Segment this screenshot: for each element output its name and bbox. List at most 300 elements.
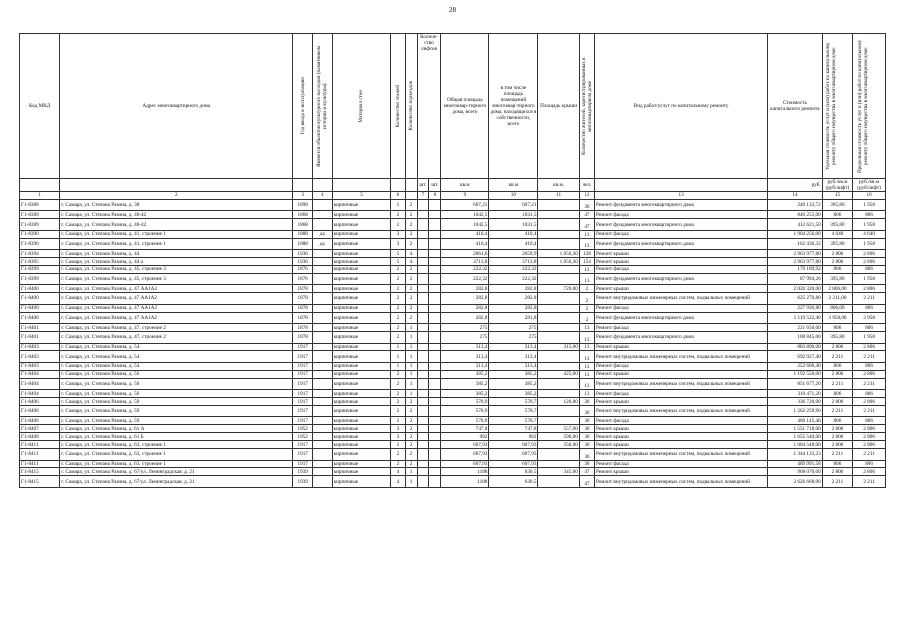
row-unit-cost: 395,80 <box>822 273 853 285</box>
row-entrances: 2 <box>405 285 417 293</box>
row-cost: 336 720,00 <box>768 398 822 406</box>
row-cost: 460 145,40 <box>768 417 822 425</box>
row-floors: 2 <box>391 265 405 273</box>
row-floors: 2 <box>391 293 405 305</box>
row-residents: 36 <box>579 460 594 468</box>
table-row <box>20 390 886 398</box>
row-cost: 692 927,40 <box>768 351 822 363</box>
row-heritage <box>312 378 332 390</box>
row-roof-area <box>538 219 579 231</box>
row-address: г. Самара, ул. Степана Разина, д. 47, строение 2 <box>60 332 293 344</box>
table-row <box>20 324 886 332</box>
row-residents: 13 <box>579 362 594 370</box>
row-cost: 310 471,20 <box>768 390 822 398</box>
row-total-area: 282,8 <box>441 312 489 324</box>
row-code: Г1-8404 <box>20 378 60 390</box>
row-work-type: Ремонт фасада <box>595 417 768 425</box>
capital-repair-table <box>19 33 886 488</box>
row-cost: 2 626 668,00 <box>768 476 822 488</box>
row-wall-material: кирпичные <box>332 398 391 406</box>
row-lifts-pass <box>417 265 429 273</box>
table-row <box>20 362 886 370</box>
row-owned-area: 313,4 <box>489 351 538 363</box>
row-lifts-pass <box>417 476 429 488</box>
row-total-area: 313,4 <box>441 343 489 351</box>
row-total-area: 385,2 <box>441 390 489 398</box>
row-max-cost: 806 <box>853 390 886 398</box>
row-max-cost: 2 211 <box>853 405 886 417</box>
row-residents: 36 <box>579 398 594 406</box>
row-year: 1917 <box>293 343 313 351</box>
row-entrances: 1 <box>405 468 417 476</box>
row-heritage <box>312 425 332 433</box>
table-row <box>20 304 886 312</box>
row-residents: 36 <box>579 405 594 417</box>
row-total-area: 313,4 <box>441 351 489 363</box>
row-max-cost: 806 <box>853 362 886 370</box>
row-cost: 1 904 256,00 <box>768 230 822 238</box>
row-roof-area: 1 056,30 <box>538 258 579 266</box>
row-work-type: Ремонт фасада <box>595 460 768 468</box>
row-total-area: 410,4 <box>441 230 489 238</box>
row-unit-cost: 2 806 <box>822 370 853 378</box>
row-cost: 1 551 718,00 <box>768 425 822 433</box>
row-address: г. Самара, ул. Степана Разина, д. 40-42 <box>60 211 293 219</box>
row-floors: 5 <box>391 250 405 258</box>
row-code: Г1-8411 <box>20 441 60 449</box>
row-address: г. Самара, ул. Степана Разина, д. 47 АА1А2 <box>60 304 293 312</box>
column-number: 4 <box>312 192 332 200</box>
row-floors: 2 <box>391 273 405 285</box>
row-floors: 2 <box>391 460 405 468</box>
row-work-type: Ремонт фундамента многоквартирного дома <box>595 332 768 344</box>
row-year: 1876 <box>293 273 313 285</box>
table-row <box>20 449 886 461</box>
table-row <box>20 468 886 476</box>
row-roof-area: 590,00 <box>538 433 579 441</box>
row-total-area: 3713,8 <box>441 258 489 266</box>
row-work-type: Ремонт фундамента многоквартирного дома <box>595 238 768 250</box>
table-row <box>20 405 886 417</box>
row-work-type: Ремонт фундамента многоквартирного дома <box>595 312 768 324</box>
row-lifts-cargo <box>429 417 441 425</box>
row-code: Г1-8406 <box>20 417 60 425</box>
row-address: г. Самара, ул. Степана Разина, д. 59 <box>60 417 293 425</box>
row-owned-area: 982 <box>489 433 538 441</box>
row-total-area: 282,8 <box>441 304 489 312</box>
row-roof-area: 425,00 <box>538 370 579 378</box>
row-address: г. Самара, ул. Степана Разина, д. 40-42 <box>60 219 293 231</box>
row-total-area: 747,8 <box>441 425 489 433</box>
row-roof-area <box>538 460 579 468</box>
row-roof-area <box>538 273 579 285</box>
row-total-area: 385,2 <box>441 370 489 378</box>
row-floors: 2 <box>391 332 405 344</box>
row-work-type: Ремонт фасада <box>595 390 768 398</box>
row-year: 1878 <box>293 285 313 293</box>
row-total-area: 607,93 <box>441 449 489 461</box>
row-entrances: 2 <box>405 238 417 250</box>
row-entrances: 2 <box>405 433 417 441</box>
row-lifts-pass <box>417 211 429 219</box>
row-max-cost: 1 958 <box>853 199 886 211</box>
row-max-cost: 806 <box>853 265 886 273</box>
row-year: 1876 <box>293 265 313 273</box>
row-cost: 2 963 977,80 <box>768 250 822 258</box>
row-lifts-pass <box>417 417 429 425</box>
row-year: 1917 <box>293 378 313 390</box>
row-address: г. Самара, ул. Степана Разина, д. 54 <box>60 343 293 351</box>
row-total-area: 385,2 <box>441 378 489 390</box>
row-floors: 1 <box>391 351 405 363</box>
row-code: Г1-8404 <box>20 390 60 398</box>
row-unit-cost: 806 <box>822 211 853 219</box>
row-cost: 1 344 133,23 <box>768 449 822 461</box>
row-lifts-pass <box>417 351 429 363</box>
table-row <box>20 370 886 378</box>
row-address: г. Самара, ул. Степана Разина, д. 47, строение 2 <box>60 324 293 332</box>
row-year: 1878 <box>293 293 313 305</box>
row-max-cost: 2 211 <box>853 378 886 390</box>
row-max-cost: 2 806 <box>853 433 886 441</box>
row-lifts-pass <box>417 324 429 332</box>
row-wall-material: кирпичные <box>332 312 391 324</box>
row-max-cost: 806 <box>853 417 886 425</box>
row-unit-cost: 2 211 <box>822 449 853 461</box>
column-numbers-row <box>20 192 886 200</box>
column-number: 13 <box>595 192 768 200</box>
row-total-area: 282,8 <box>441 293 489 305</box>
table-row <box>20 211 886 219</box>
row-lifts-cargo <box>429 285 441 293</box>
row-floors: 1 <box>391 199 405 211</box>
row-lifts-cargo <box>429 238 441 250</box>
row-address: г. Самара, ул. Степана Разина, д. 45, строение 3 <box>60 265 293 273</box>
row-residents: 13 <box>579 238 594 250</box>
row-unit-cost: 2 806 <box>822 425 853 433</box>
row-owned-area: 282,8 <box>489 285 538 293</box>
row-wall-material: кирпичные <box>332 273 391 285</box>
row-owned-area: 570,7 <box>489 405 538 417</box>
row-code: Г1-8400 <box>20 293 60 305</box>
row-work-type: Ремонт внутридомовых инженерных систем, подвальных помещений <box>595 351 768 363</box>
header-work-type: Вид работ/услуг по капитальному ремонту <box>595 34 768 179</box>
row-owned-area: 410,4 <box>489 230 538 238</box>
row-code: Г1-8404 <box>20 370 60 378</box>
row-floors: 2 <box>391 449 405 461</box>
page-number: 28 <box>449 6 456 14</box>
row-year: 1939 <box>293 468 313 476</box>
row-total-area: 410,4 <box>441 238 489 250</box>
row-work-type: Ремонт фасада <box>595 362 768 370</box>
row-year: 1936 <box>293 250 313 258</box>
row-address: г. Самара, ул. Степана Разина, д. 44 <box>60 250 293 258</box>
row-wall-material: кирпичные <box>332 238 391 250</box>
row-roof-area <box>538 476 579 488</box>
row-work-type: Ремонт крыши <box>595 425 768 433</box>
row-total-area: 570,9 <box>441 398 489 406</box>
row-total-area: 607,93 <box>441 460 489 468</box>
row-work-type: Ремонт внутридомовых инженерных систем, подвальных помещений <box>595 293 768 305</box>
row-year: 1952 <box>293 433 313 441</box>
row-unit-cost: 4 640 <box>822 230 853 238</box>
row-total-area: 1042,5 <box>441 219 489 231</box>
row-residents: 13 <box>579 324 594 332</box>
header-entrances: Количество подъездов <box>405 34 417 179</box>
row-residents: 13 <box>579 370 594 378</box>
row-cost: 851 677,20 <box>768 378 822 390</box>
row-lifts-cargo <box>429 332 441 344</box>
row-residents: 47 <box>579 476 594 488</box>
row-floors: 2 <box>391 390 405 398</box>
row-residents: 13 <box>579 390 594 398</box>
row-code: Г1-8408 <box>20 433 60 441</box>
row-max-cost: 2 806 <box>853 370 886 378</box>
row-code: Г1-8407 <box>20 425 60 433</box>
row-address: г. Самара, ул. Степана Разина, д. 59 <box>60 398 293 406</box>
row-entrances: 1 <box>405 476 417 488</box>
row-unit-cost: 2 806 <box>822 250 853 258</box>
row-residents: 36 <box>579 441 594 449</box>
row-roof-area <box>538 390 579 398</box>
row-entrances: 4 <box>405 250 417 258</box>
row-floors: 3 <box>391 433 405 441</box>
row-code: Г1-8415 <box>20 468 60 476</box>
row-cost: 1 262 259,90 <box>768 405 822 417</box>
table-row <box>20 250 886 258</box>
table-row <box>20 285 886 293</box>
row-code: Г1-8399 <box>20 273 60 285</box>
row-cost: 240 133,72 <box>768 199 822 211</box>
row-floors: 2 <box>391 417 405 425</box>
row-max-cost: 1 958 <box>853 332 886 344</box>
row-work-type: Ремонт крыши <box>595 433 768 441</box>
row-max-cost: 2 211 <box>853 293 886 305</box>
row-year: 1878 <box>293 324 313 332</box>
row-wall-material: кирпичные <box>332 332 391 344</box>
row-work-type: Ремонт крыши <box>595 285 768 293</box>
row-work-type: Ремонт крыши <box>595 258 768 266</box>
row-entrances: 2 <box>405 293 417 305</box>
row-max-cost: 1 958 <box>853 219 886 231</box>
row-lifts-pass <box>417 398 429 406</box>
row-address: г. Самара, ул. Степана Разина, д. 59 <box>60 405 293 417</box>
row-residents: 13 <box>579 378 594 390</box>
column-number: 2 <box>60 192 293 200</box>
row-residents: 2 <box>579 312 594 324</box>
row-heritage <box>312 476 332 488</box>
row-floors: 2 <box>391 405 405 417</box>
row-wall-material: кирпичные <box>332 230 391 238</box>
row-code: Г1-8411 <box>20 449 60 461</box>
row-entrances: 2 <box>405 265 417 273</box>
row-work-type: Ремонт внутридомовых инженерных систем, подвальных помещений <box>595 405 768 417</box>
row-lifts-cargo <box>429 258 441 266</box>
row-owned-area: 282,8 <box>489 293 538 305</box>
table-row <box>20 378 886 390</box>
row-code: Г1-8394 <box>20 250 60 258</box>
row-wall-material: кирпичные <box>332 378 391 390</box>
row-heritage <box>312 285 332 293</box>
row-address: г. Самара, ул. Степана Разина, д. 56 <box>60 378 293 390</box>
row-wall-material: кирпичные <box>332 250 391 258</box>
row-residents: 36 <box>579 425 594 433</box>
row-cost: 162 436,32 <box>768 238 822 250</box>
row-cost: 2 020 320,00 <box>768 285 822 293</box>
row-total-area: 282,8 <box>441 285 489 293</box>
header-max-cost: Предельная стоимость услуг и (или) работ по капитальному ремонту общего имущества в многоквартирном доме <box>853 34 886 179</box>
row-wall-material: кирпичные <box>332 476 391 488</box>
row-year: 1917 <box>293 351 313 363</box>
row-address: г. Самара, ул. Степана Разина, д. 47 АА1А2 <box>60 293 293 305</box>
row-wall-material: кирпичные <box>332 293 391 305</box>
row-lifts-cargo <box>429 343 441 351</box>
row-roof-area <box>538 312 579 324</box>
header-lifts: Количе-ство лифтов <box>417 34 441 179</box>
data-rows <box>20 199 886 487</box>
row-roof-area <box>538 304 579 312</box>
row-heritage <box>312 417 332 425</box>
table-row <box>20 273 886 285</box>
row-max-cost: 2 806 <box>853 258 886 266</box>
column-number: 6 <box>391 192 405 200</box>
row-total-area: 2861,6 <box>441 250 489 258</box>
row-floors: 2 <box>391 398 405 406</box>
row-owned-area: 385,2 <box>489 378 538 390</box>
row-entrances: 2 <box>405 425 417 433</box>
row-code: Г1-8389 <box>20 219 60 231</box>
row-wall-material: кирпичные <box>332 425 391 433</box>
row-address: г. Самара, ул. Степана Разина, д. 67/ул. Ленинградская, д. 21 <box>60 468 293 476</box>
row-work-type: Ремонт крыши <box>595 343 768 351</box>
row-residents: 13 <box>579 265 594 273</box>
row-heritage <box>312 370 332 378</box>
row-owned-area: 275 <box>489 332 538 344</box>
row-max-cost: 4 640 <box>853 230 886 238</box>
row-lifts-cargo <box>429 211 441 219</box>
row-heritage <box>312 433 332 441</box>
row-cost: 87 994,26 <box>768 273 822 285</box>
column-number <box>405 192 417 200</box>
row-wall-material: кирпичные <box>332 343 391 351</box>
row-address: г. Самара, ул. Степана Разина, д. 54 <box>60 351 293 363</box>
row-floors: 3 <box>391 230 405 238</box>
row-owned-area: 747,8 <box>489 425 538 433</box>
row-max-cost: 1 958 <box>853 238 886 250</box>
row-cost: 625 270,80 <box>768 293 822 305</box>
row-roof-area <box>538 199 579 211</box>
row-owned-area: 385,2 <box>489 390 538 398</box>
row-heritage <box>312 460 332 468</box>
header-code: Код МКД <box>20 34 60 179</box>
row-roof-area <box>538 238 579 250</box>
row-work-type: Ремонт фасада <box>595 230 768 238</box>
column-number: 5 <box>332 192 391 200</box>
row-roof-area <box>538 324 579 332</box>
row-roof-area <box>538 293 579 305</box>
row-roof-area: 315,00 <box>538 343 579 351</box>
row-lifts-cargo <box>429 460 441 468</box>
row-lifts-cargo <box>429 293 441 305</box>
row-max-cost: 2 806 <box>853 441 886 449</box>
row-max-cost: 2 806 <box>853 425 886 433</box>
column-number: 14 <box>768 192 822 200</box>
row-code: Г1-8400 <box>20 312 60 324</box>
row-cost: 1 004 548,00 <box>768 441 822 449</box>
table-row <box>20 433 886 441</box>
row-wall-material: кирпичные <box>332 211 391 219</box>
row-lifts-pass <box>417 293 429 305</box>
row-lifts-pass <box>417 405 429 417</box>
row-entrances: 1 <box>405 332 417 344</box>
row-max-cost: 806 <box>853 211 886 219</box>
row-wall-material: кирпичные <box>332 390 391 398</box>
row-unit-cost: 2 806 <box>822 398 853 406</box>
row-year: 1878 <box>293 332 313 344</box>
row-roof-area <box>538 378 579 390</box>
row-wall-material: кирпичные <box>332 433 391 441</box>
row-owned-area: 630,5 <box>489 476 538 488</box>
row-owned-area: 222,32 <box>489 273 538 285</box>
row-total-area: 275 <box>441 324 489 332</box>
row-wall-material: кирпичные <box>332 449 391 461</box>
row-code: Г1-8400 <box>20 285 60 293</box>
table-row <box>20 351 886 363</box>
row-code: Г1-8389 <box>20 211 60 219</box>
row-floors: 1 <box>391 362 405 370</box>
row-wall-material: кирпичные <box>332 304 391 312</box>
row-floors: 3 <box>391 238 405 250</box>
row-owned-area: 2659,9 <box>489 250 538 258</box>
row-year: 1952 <box>293 425 313 433</box>
row-cost: 1 119 522,40 <box>768 312 822 324</box>
table-row <box>20 441 886 449</box>
row-year: 1917 <box>293 398 313 406</box>
row-roof-area <box>538 362 579 370</box>
row-entrances: 2 <box>405 405 417 417</box>
row-lifts-pass <box>417 199 429 211</box>
row-lifts-cargo <box>429 433 441 441</box>
row-code: Г1-8390 <box>20 230 60 238</box>
row-floors: 2 <box>391 312 405 324</box>
row-lifts-cargo <box>429 405 441 417</box>
row-residents: 47 <box>579 468 594 476</box>
row-code: Г1-8390 <box>20 238 60 250</box>
row-roof-area <box>538 332 579 344</box>
row-lifts-cargo <box>429 230 441 238</box>
row-cost: 883 890,00 <box>768 343 822 351</box>
row-year: 1898 <box>293 199 313 211</box>
row-wall-material: кирпичные <box>332 362 391 370</box>
column-number: 8 <box>429 192 441 200</box>
row-wall-material: кирпичные <box>332 370 391 378</box>
row-entrances: 4 <box>405 258 417 266</box>
row-residents: 13 <box>579 343 594 351</box>
header-unit-cost: Удельная стоимость услуг и (или) работ по капитальному ремонту общего имущества в многоквартирном доме <box>822 34 853 179</box>
row-year: 1878 <box>293 304 313 312</box>
row-heritage <box>312 405 332 417</box>
column-number: 12 <box>579 192 594 200</box>
row-heritage <box>312 343 332 351</box>
row-unit-cost: 806 <box>822 460 853 468</box>
header-roof-area: Площадь крыши <box>538 34 579 179</box>
table-row <box>20 332 886 344</box>
row-year: 1939 <box>293 476 313 488</box>
row-unit-cost: 806 <box>822 390 853 398</box>
row-lifts-cargo <box>429 441 441 449</box>
header-owned-area: в том числе площадь помещений многоквар-тирного дома, находящихся в собственности, всего <box>489 34 538 179</box>
table-row <box>20 312 886 324</box>
